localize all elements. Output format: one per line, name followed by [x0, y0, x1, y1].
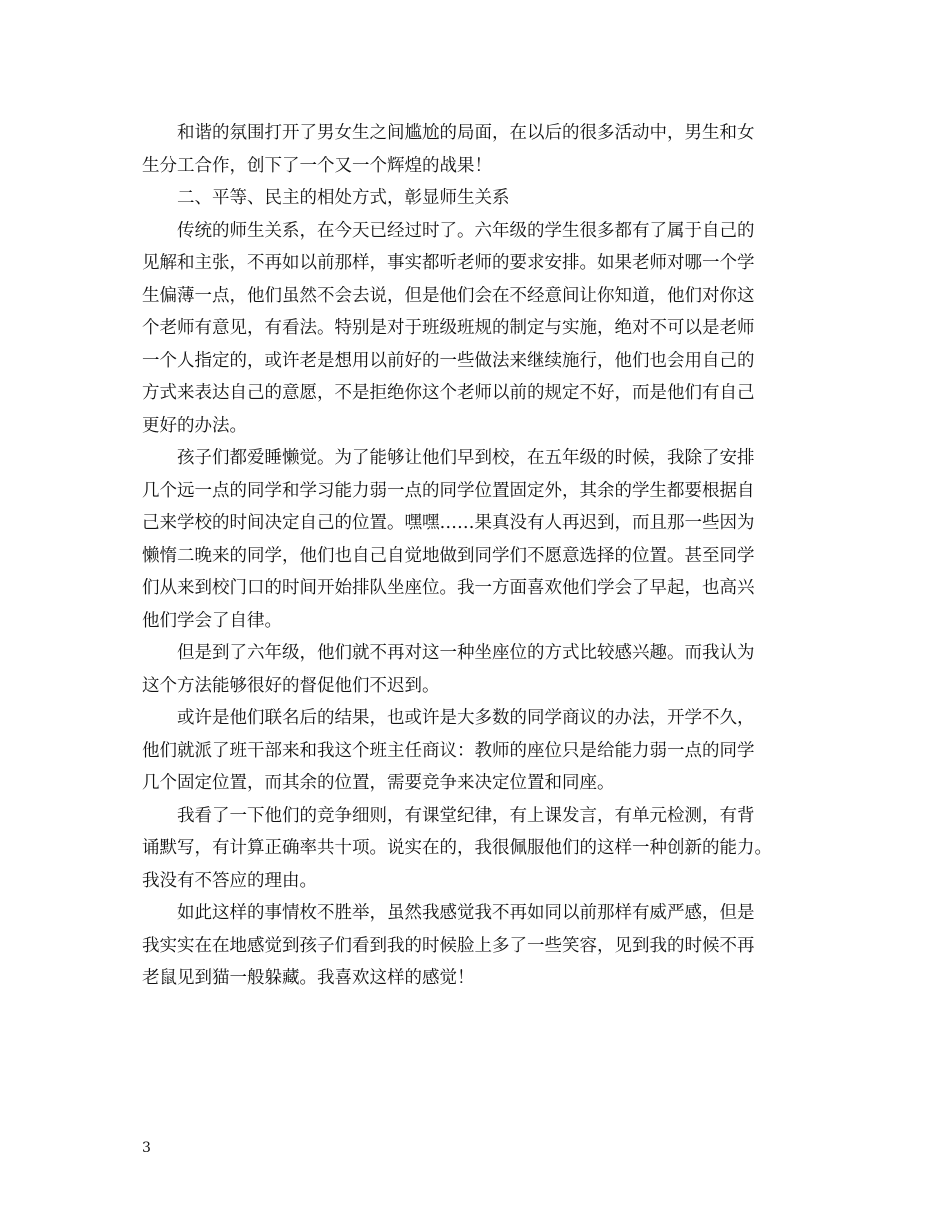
paragraph-sleeping-late: 孩子们都爱睡懒觉。为了能够让他们早到校，在五年级的时候，我除了安排 几个远一点的同学和学习能力弱一点的同学位置固定外，其余的学生都要根据自 己来学校的时间决定自己的位置。嘿嘿……果真没有人再迟到，而且那一些因为 懒惰二晚来的同学，他们也自己自觉地做到同学们不愿意选择的位置。甚至同学 们从来到校门口的时间开始排队坐座位。我一方面喜欢他们学会了早起，也高兴 他们学会了自律。	[142, 448, 755, 631]
paragraph-conclusion: 如此这样的事情枚不胜举，虽然我感觉我不再如同以前那样有威严感，但是 我实实在在地感觉到孩子们看到我的时候脸上多了一些笑容，见到我的时候不再 老鼠见到猫一般躲藏。我喜欢这样的感觉！	[142, 903, 755, 988]
paragraph-negotiation: 或许是他们联名后的结果，也或许是大多数的同学商议的办法，开学不久， 他们就派了班干部来和我这个班主任商议：教师的座位只是给能力弱一点的同学 几个固定位置，而其余的位置，需要竞争来决定位置和同座。	[142, 708, 755, 793]
paragraph-competition-rules: 我看了一下他们的竞争细则，有课堂纪律，有上课发言，有单元检测，有背 诵默写，有计算正确率共十项。说实在的，我很佩服他们的这样一种创新的能力。 我没有不答应的理由。	[142, 805, 772, 891]
page-number: 3	[142, 1140, 151, 1156]
body-text	[142, 117, 804, 995]
section-heading: 二、平等、民主的相处方式，彰显师生关系	[177, 188, 510, 208]
paragraph-sixth-grade: 但是到了六年级，他们就不再对这一种坐座位的方式比较感兴趣。而我认为 这个方法能够很好的督促他们不迟到。	[142, 643, 755, 696]
paragraph-traditional-relationship: 传统的师生关系，在今天已经过时了。六年级的学生很多都有了属于自己的 见解和主张，不再如以前那样，事实都听老师的要求安排。如果老师对哪一个学 生偏薄一点，他们虽然不会去说，但是他们会在不经意间让你知道，他们对你这 个老师有意见，有看法。特别是对于班级班规的制定与实施，绝对不可以是老师 一个人指定的，或许老是想用以前好的一些做法来继续施行，他们也会用自己的 方式来表达自己的意愿，不是拒绝你这个老师以前的规定不好，而是他们有自己 更好的办法。	[142, 220, 755, 436]
paragraph-harmony: 和谐的氛围打开了男女生之间尴尬的局面，在以后的很多活动中，男生和女 生分工合作，创下了一个又一个辉煌的战果！	[142, 123, 755, 176]
